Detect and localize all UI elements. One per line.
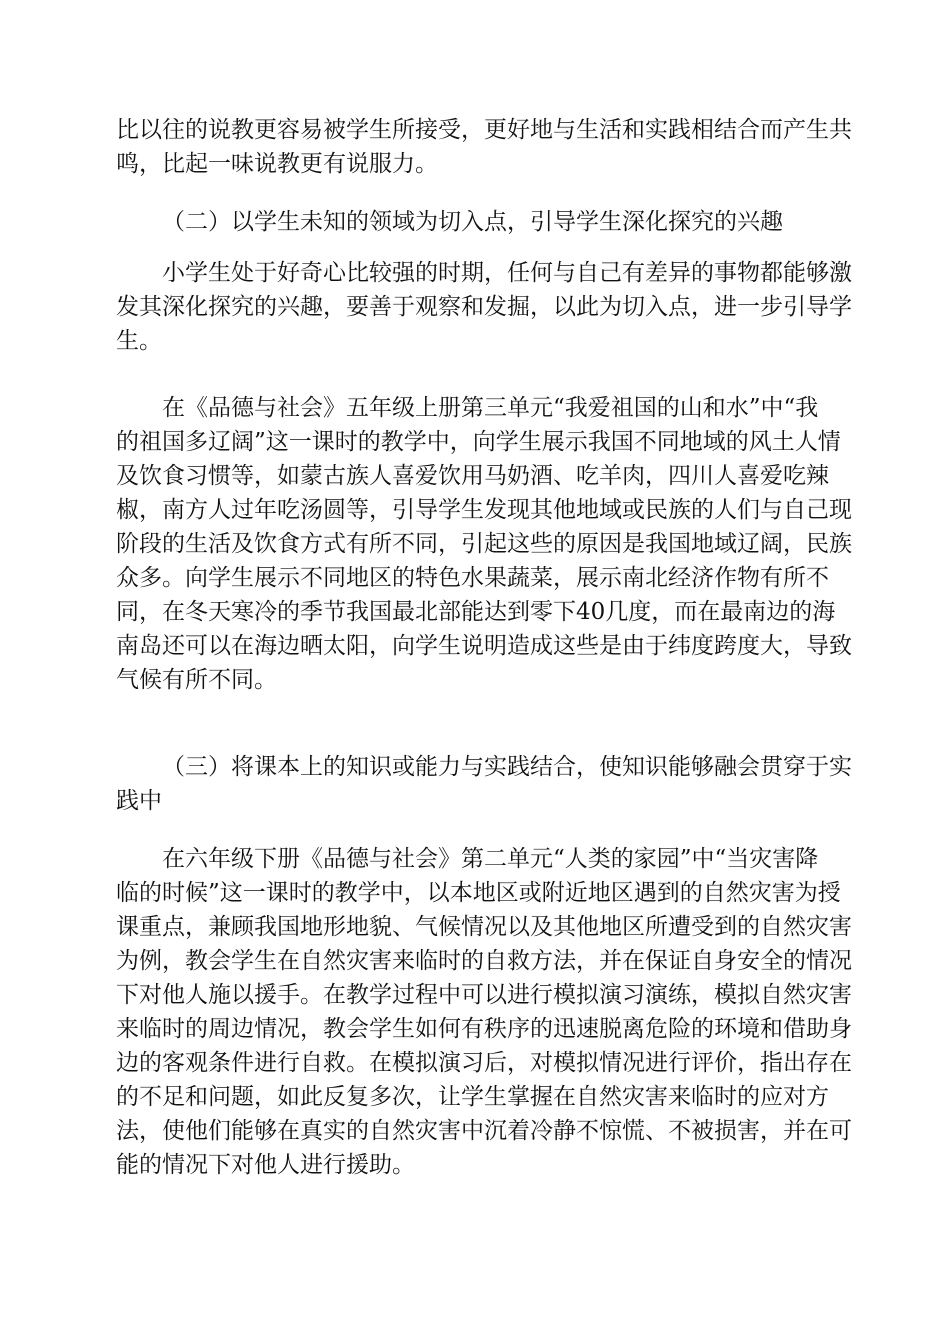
section-heading-3 (116, 750, 882, 818)
text-line: 南岛还可以在海边晒太阳，向学生说明造成这些是由于纬度跨度大，导致 (116, 633, 852, 659)
paragraph-grade5-example (116, 391, 852, 697)
text-line: 发其深化探究的兴趣，要善于观察和发掘，以此为切入点，进一步引导学 (116, 294, 852, 320)
text-line: 的不足和问题，如此反复多次，让学生掌握在自然灾害来临时的应对方 (116, 1084, 829, 1110)
text-line: 众多。向学生展示不同地区的特色水果蔬菜，展示南北经济作物有所不 (116, 565, 829, 591)
text-line: 气候有所不同。 (116, 667, 277, 693)
text-line: 鸣，比起一味说教更有说服力。 (116, 151, 438, 177)
paragraph-grade6-example (116, 842, 852, 1182)
text-line: 来临时的周边情况，教会学生如何有秩序的迅速脱离危险的环境和借助身 (116, 1016, 852, 1042)
text-line: 能的情况下对他人进行援助。 (116, 1152, 415, 1178)
text-line: 课重点，兼顾我国地形地貌、气候情况以及其他地区所遭受到的自然灾害 (116, 914, 852, 940)
text-line: 同，在冬天寒冷的季节我国最北部能达到零下40几度，而在最南边的海 (116, 599, 836, 625)
text-line: 椒，南方人过年吃汤圆等，引导学生发现其他地域或民族的人们与自己现 (116, 497, 852, 523)
paragraph-curiosity (116, 256, 852, 358)
text-line: 临的时候”这一课时的教学中，以本地区或附近地区遇到的自然灾害为授 (116, 880, 841, 906)
paragraph-continuation (116, 113, 852, 181)
text-line: 阶段的生活及饮食方式有所不同，引起这些的原因是我国地域辽阔，民族 (116, 531, 852, 557)
heading-line: （二）以学生未知的领域为切入点，引导学生深化探究的兴趣 (162, 209, 783, 235)
heading-line: 践中 (116, 788, 162, 814)
text-line: 边的客观条件进行自救。在模拟演习后，对模拟情况进行评价，指出存在 (116, 1050, 852, 1076)
text-line: 为例，教会学生在自然灾害来临时的自救方法，并在保证自身安全的情况 (116, 948, 852, 974)
text-line: 法，使他们能够在真实的自然灾害中沉着冷静不惊慌、不被损害，并在可 (116, 1118, 852, 1144)
text-line: 比以往的说教更容易被学生所接受，更好地与生活和实践相结合而产生共 (116, 117, 852, 143)
text-line: 的祖国多辽阔”这一课时的教学中，向学生展示我国不同地域的风土人情 (116, 429, 841, 455)
text-line: 在六年级下册《品德与社会》第二单元“人类的家园”中“当灾害降 (162, 846, 819, 872)
heading-line: （三）将课本上的知识或能力与实践结合，使知识能够融会贯穿于实 (162, 754, 852, 780)
text-line: 下对他人施以援手。在教学过程中可以进行模拟演习演练，模拟自然灾害 (116, 982, 852, 1008)
section-heading-2 (116, 205, 882, 239)
text-line: 生。 (116, 328, 162, 354)
text-line: 小学生处于好奇心比较强的时期，任何与自己有差异的事物都能够激 (162, 260, 852, 286)
text-line: 及饮食习惯等，如蒙古族人喜爱饮用马奶酒、吃羊肉，四川人喜爱吃辣 (116, 463, 829, 489)
text-line: 在《品德与社会》五年级上册第三单元“我爱祖国的山和水”中“我 (162, 395, 819, 421)
